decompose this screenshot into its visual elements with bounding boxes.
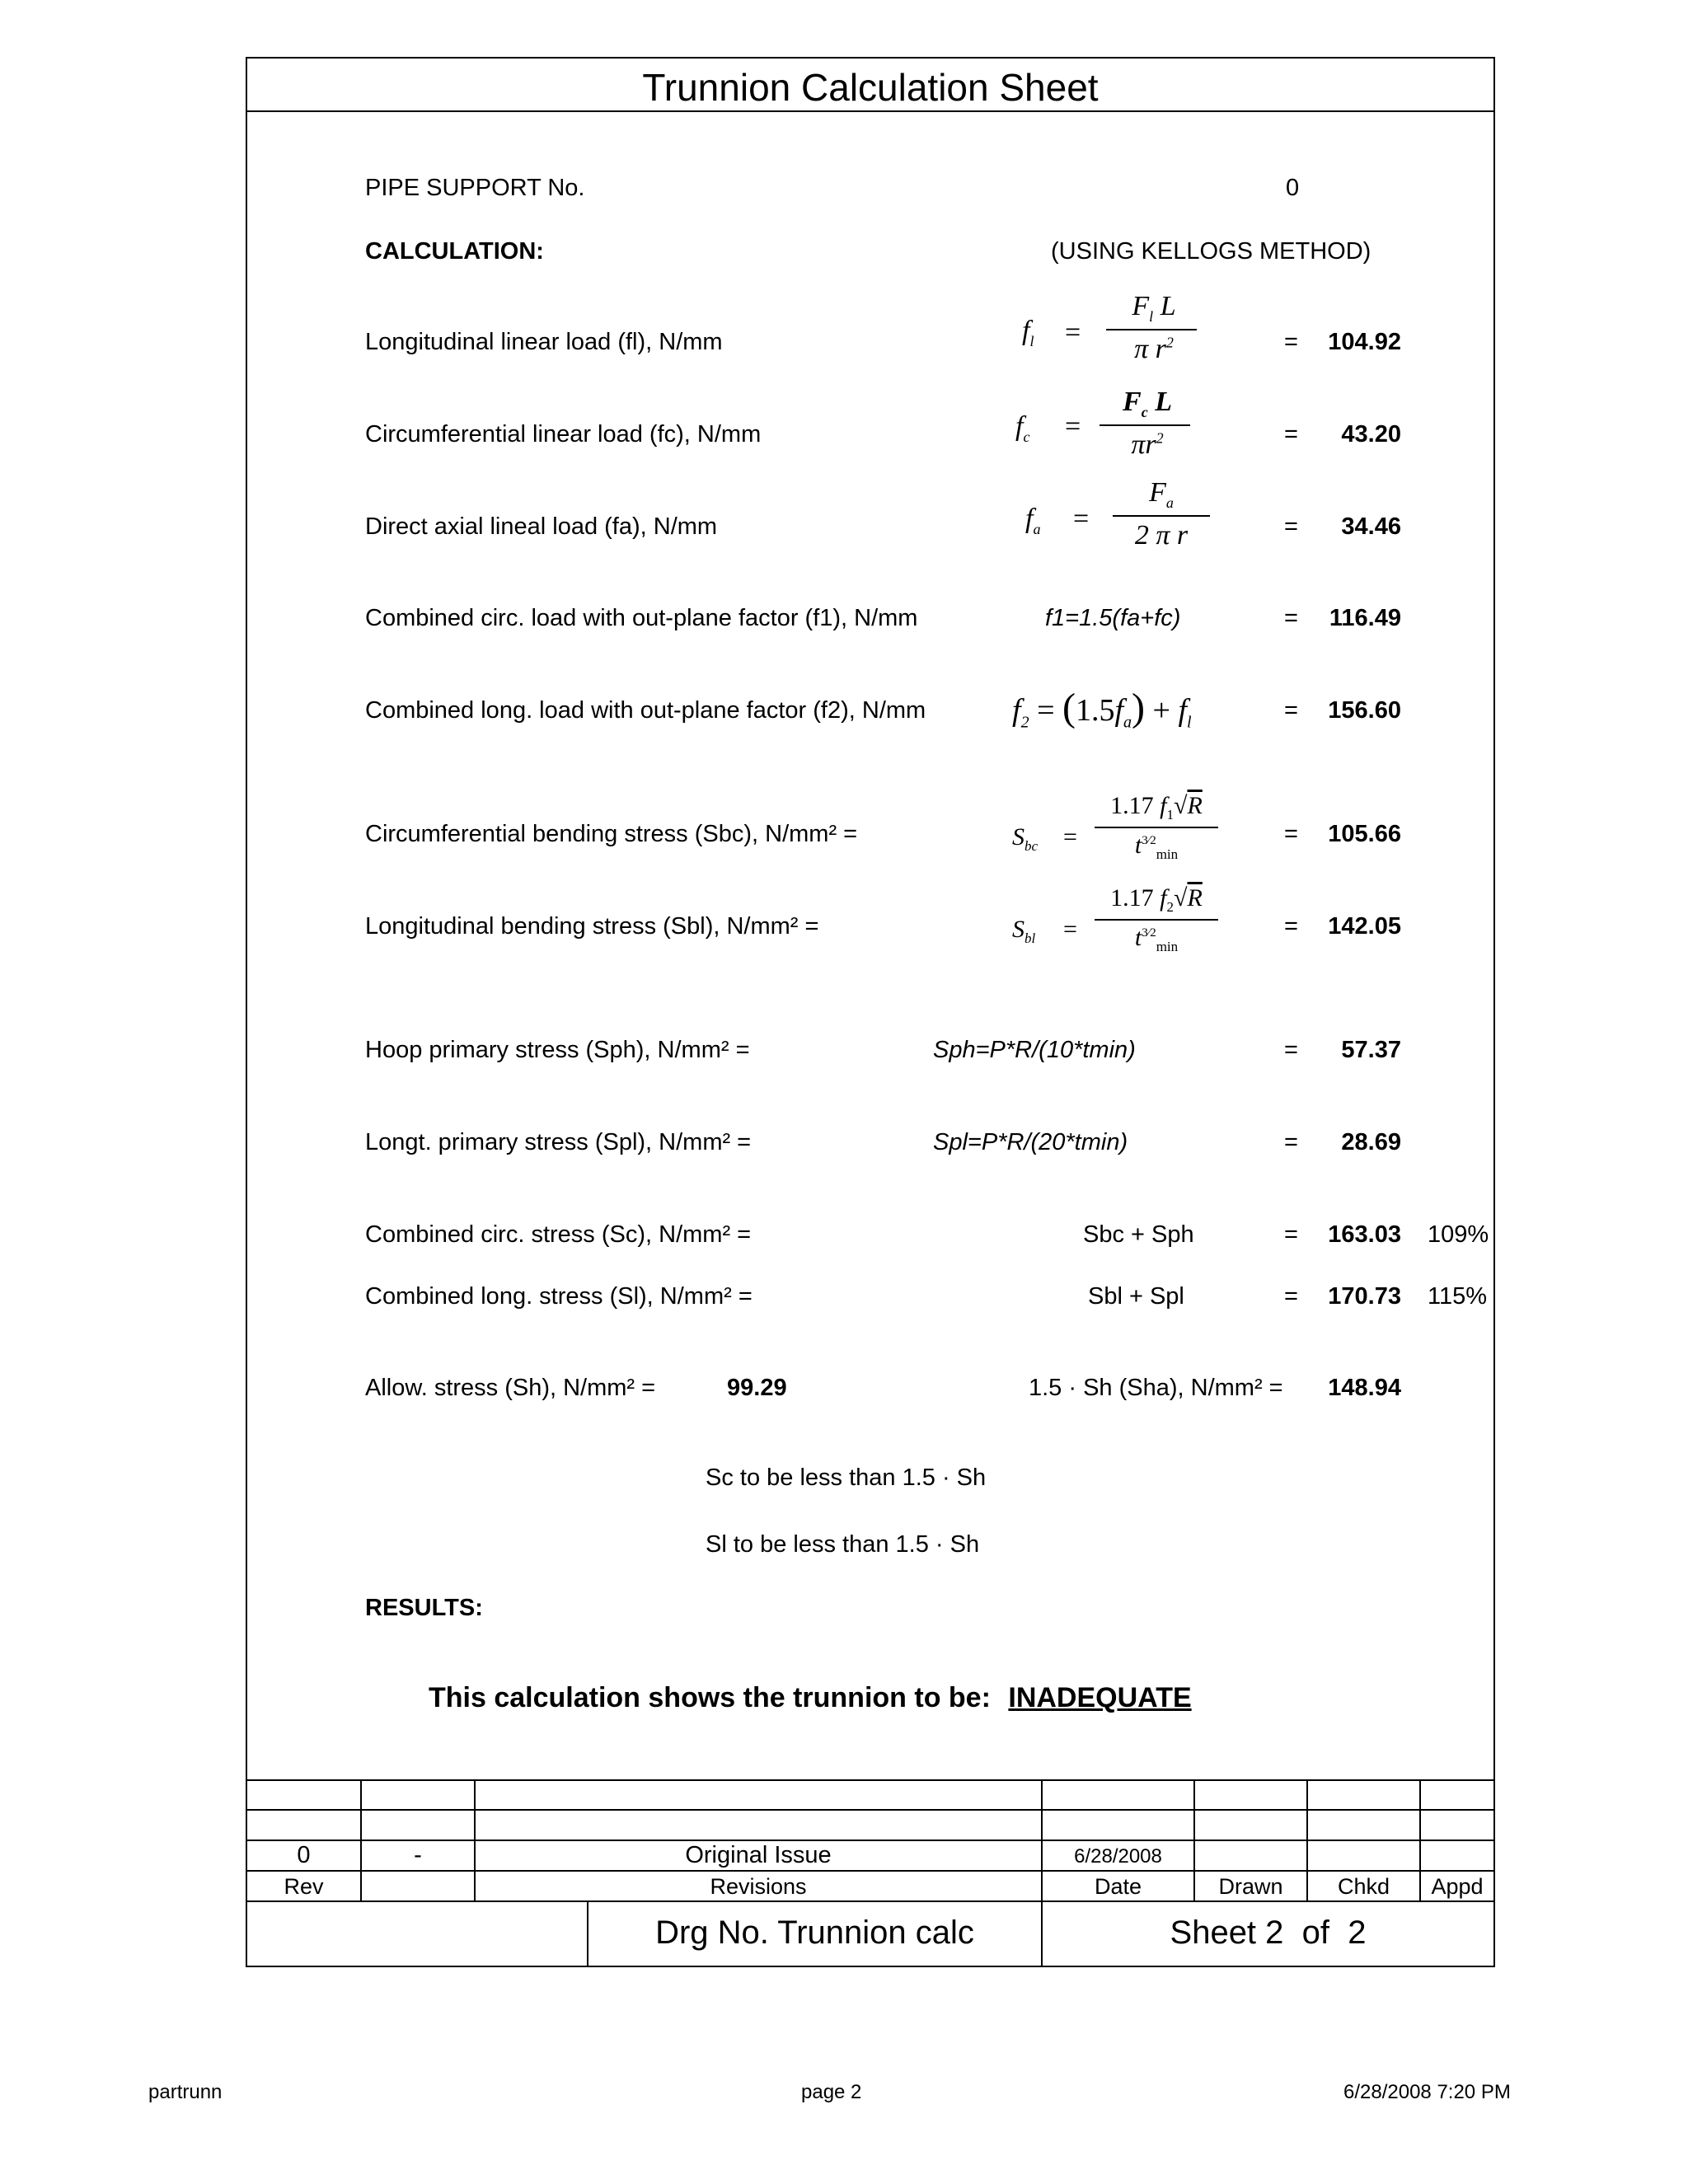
sc-value: 163.03 — [1328, 1221, 1401, 1248]
calculation-label: CALCULATION: — [365, 238, 544, 265]
f2-formula: $f_2 = (1.5f_a) + f_l$ — [1012, 686, 1192, 732]
rev0-number: 0 — [297, 1842, 311, 1868]
sc-equals: = — [1284, 1221, 1298, 1248]
footer-timestamp: 6/28/2008 7:20 PM — [1343, 2081, 1511, 2103]
method-label: (USING KELLOGS METHOD) — [1051, 238, 1372, 265]
calculation-sheet: Trunnion Calculation Sheet PIPE SUPPORT No. 0 CALCULATION: (USING KELLOGS METHOD) Longitudinal linear load (fl), N/mm $f_l$ = $F_l$ L π $r^2$ = 104.92 Circumferential linear load (fc), N/mm $f_c$ = $F_c$ L $\pi r^2$ = 43.20 Direct axial lineal load (fa), N/mm $f_a$ = $F_a$ 2 π r = 34.46 Combined circ. load with out-plane factor (f1), N/mm f1=1.5(fa+fc) = 116.49 Combined long. load with out-plane factor (f2), N/mm $f_2 = (1.5f_a) + f_l$ = 156.60 Circumferential bending stress (Sbc), N/mm² = $S_{bc}$ = 1.17 $f_1√R$ $t^{3⁄2}_{min}$ = 105.66 Longitudinal bending stress (Sbl), N/mm² = $S_{bl}$ = 1.17 $f_2√R$ $t^{3⁄2}_{min}$ = 142.05 Hoop primary stress (Sph), N/mm² = Sph=P*R/(10*tmin) = 57.37 Longt. primary stress (Spl), N/mm² = Spl=P*R/(20*tmin) = 28.69 Combined circ. stress (Sc), N/mm² = Sbc + Sph = 163.03 109% Combined long. stress (Sl), N/mm² = Sbl + Spl = 170.73 115% Allow. stress (Sh), N/mm² = 99.29 1.5 · Sh (Sha), N/mm² = 148.94 Sc to be less than 1.5 · Sh Sl to be less than 1.5 · Sh RESULTS: This calculation shows the trunnion to be: INADEQUATE 0 - Original Issue 6/28/2008 Rev Revisions Date Drawn Chkd Appd Drg No. Trunnion calc Sheet 2 of 2 — [246, 57, 1495, 1967]
condition-sl: Sl to be less than 1.5 · Sh — [706, 1531, 980, 1558]
header-drawn: Drawn — [1218, 1874, 1283, 1899]
sph-formula: Sph=P*R/(10*tmin) — [933, 1037, 1136, 1063]
fa-equals: = — [1284, 513, 1298, 540]
sbc-value: 105.66 — [1328, 821, 1401, 847]
sl-value: 170.73 — [1328, 1283, 1401, 1310]
rev0-date: 6/28/2008 — [1074, 1845, 1162, 1868]
rev0-desc: - — [414, 1842, 422, 1868]
sha-value: 148.94 — [1328, 1375, 1401, 1401]
sheet-title: Trunnion Calculation Sheet — [642, 66, 1099, 109]
f1-equals: = — [1284, 605, 1298, 631]
fc-equals: = — [1284, 421, 1298, 448]
sc-formula: Sbc + Sph — [1083, 1221, 1194, 1248]
conclusion-text: This calculation shows the trunnion to be: — [429, 1682, 991, 1713]
f1-formula: f1=1.5(fa+fc) — [1045, 605, 1181, 631]
sbc-equals: = — [1284, 821, 1298, 847]
fa-label: Direct axial lineal load (fa), N/mm — [365, 513, 718, 540]
sbc-label: Circumferential bending stress (Sbc), N/mm² = — [365, 821, 858, 847]
conclusion-result: INADEQUATE — [1008, 1682, 1192, 1713]
fa-value: 34.46 — [1341, 513, 1401, 540]
pipe-support-label: PIPE SUPPORT No. — [365, 175, 585, 201]
titleblock-line-5 — [247, 1900, 1493, 1902]
spl-equals: = — [1284, 1129, 1298, 1155]
results-label: RESULTS: — [365, 1595, 483, 1621]
header-rev: Rev — [284, 1874, 324, 1899]
header-chkd: Chkd — [1337, 1874, 1390, 1899]
f2-label: Combined long. load with out-plane factor (f2), N/mm — [365, 697, 926, 724]
rev0-revision: Original Issue — [685, 1842, 832, 1868]
sha-label: 1.5 · Sh (Sha), N/mm² = — [1029, 1375, 1283, 1401]
sbl-value: 142.05 — [1328, 913, 1401, 940]
fl-value: 104.92 — [1328, 329, 1401, 355]
sl-formula: Sbl + Spl — [1088, 1283, 1184, 1310]
title-divider — [247, 110, 1493, 112]
spl-label: Longt. primary stress (Spl), N/mm² = — [365, 1129, 752, 1155]
spl-formula: Spl=P*R/(20*tmin) — [933, 1129, 1128, 1155]
sc-percent: 109% — [1428, 1221, 1489, 1248]
sl-equals: = — [1284, 1283, 1298, 1310]
sph-label: Hoop primary stress (Sph), N/mm² = — [365, 1037, 750, 1063]
condition-sc: Sc to be less than 1.5 · Sh — [706, 1465, 987, 1491]
sl-label: Combined long. stress (Sl), N/mm² = — [365, 1283, 753, 1310]
f1-value: 116.49 — [1329, 605, 1401, 631]
sbl-label: Longitudinal bending stress (Sbl), N/mm² = — [365, 913, 819, 940]
sl-percent: 115% — [1428, 1283, 1488, 1310]
header-appd: Appd — [1431, 1874, 1484, 1899]
sheet-number: Sheet 2 of 2 — [1170, 1915, 1367, 1951]
f2-equals: = — [1284, 697, 1298, 724]
allow-stress-value: 99.29 — [727, 1375, 787, 1401]
f1-label: Combined circ. load with out-plane factor (f1), N/mm — [365, 605, 918, 631]
titleblock-vline-rev — [360, 1779, 362, 1900]
header-date: Date — [1094, 1874, 1142, 1899]
sph-value: 57.37 — [1341, 1037, 1401, 1063]
conclusion — [429, 1682, 1192, 1714]
fc-value: 43.20 — [1341, 421, 1401, 448]
drawing-number: Drg No. Trunnion calc — [655, 1915, 974, 1951]
fc-label: Circumferential linear load (fc), N/mm — [365, 421, 762, 448]
footer-filename: partrunn — [148, 2081, 223, 2103]
f2-value: 156.60 — [1328, 697, 1401, 724]
allow-stress-label: Allow. stress (Sh), N/mm² = — [365, 1375, 656, 1401]
sbl-equals: = — [1284, 913, 1298, 940]
spl-value: 28.69 — [1341, 1129, 1401, 1155]
fl-label: Longitudinal linear load (fl), N/mm — [365, 329, 723, 355]
sph-equals: = — [1284, 1037, 1298, 1063]
fl-equals: = — [1284, 329, 1298, 355]
sc-label: Combined circ. stress (Sc), N/mm² = — [365, 1221, 752, 1248]
header-revisions: Revisions — [710, 1874, 807, 1899]
footer-page: page 2 — [801, 2081, 862, 2103]
pipe-support-value: 0 — [1286, 175, 1300, 201]
